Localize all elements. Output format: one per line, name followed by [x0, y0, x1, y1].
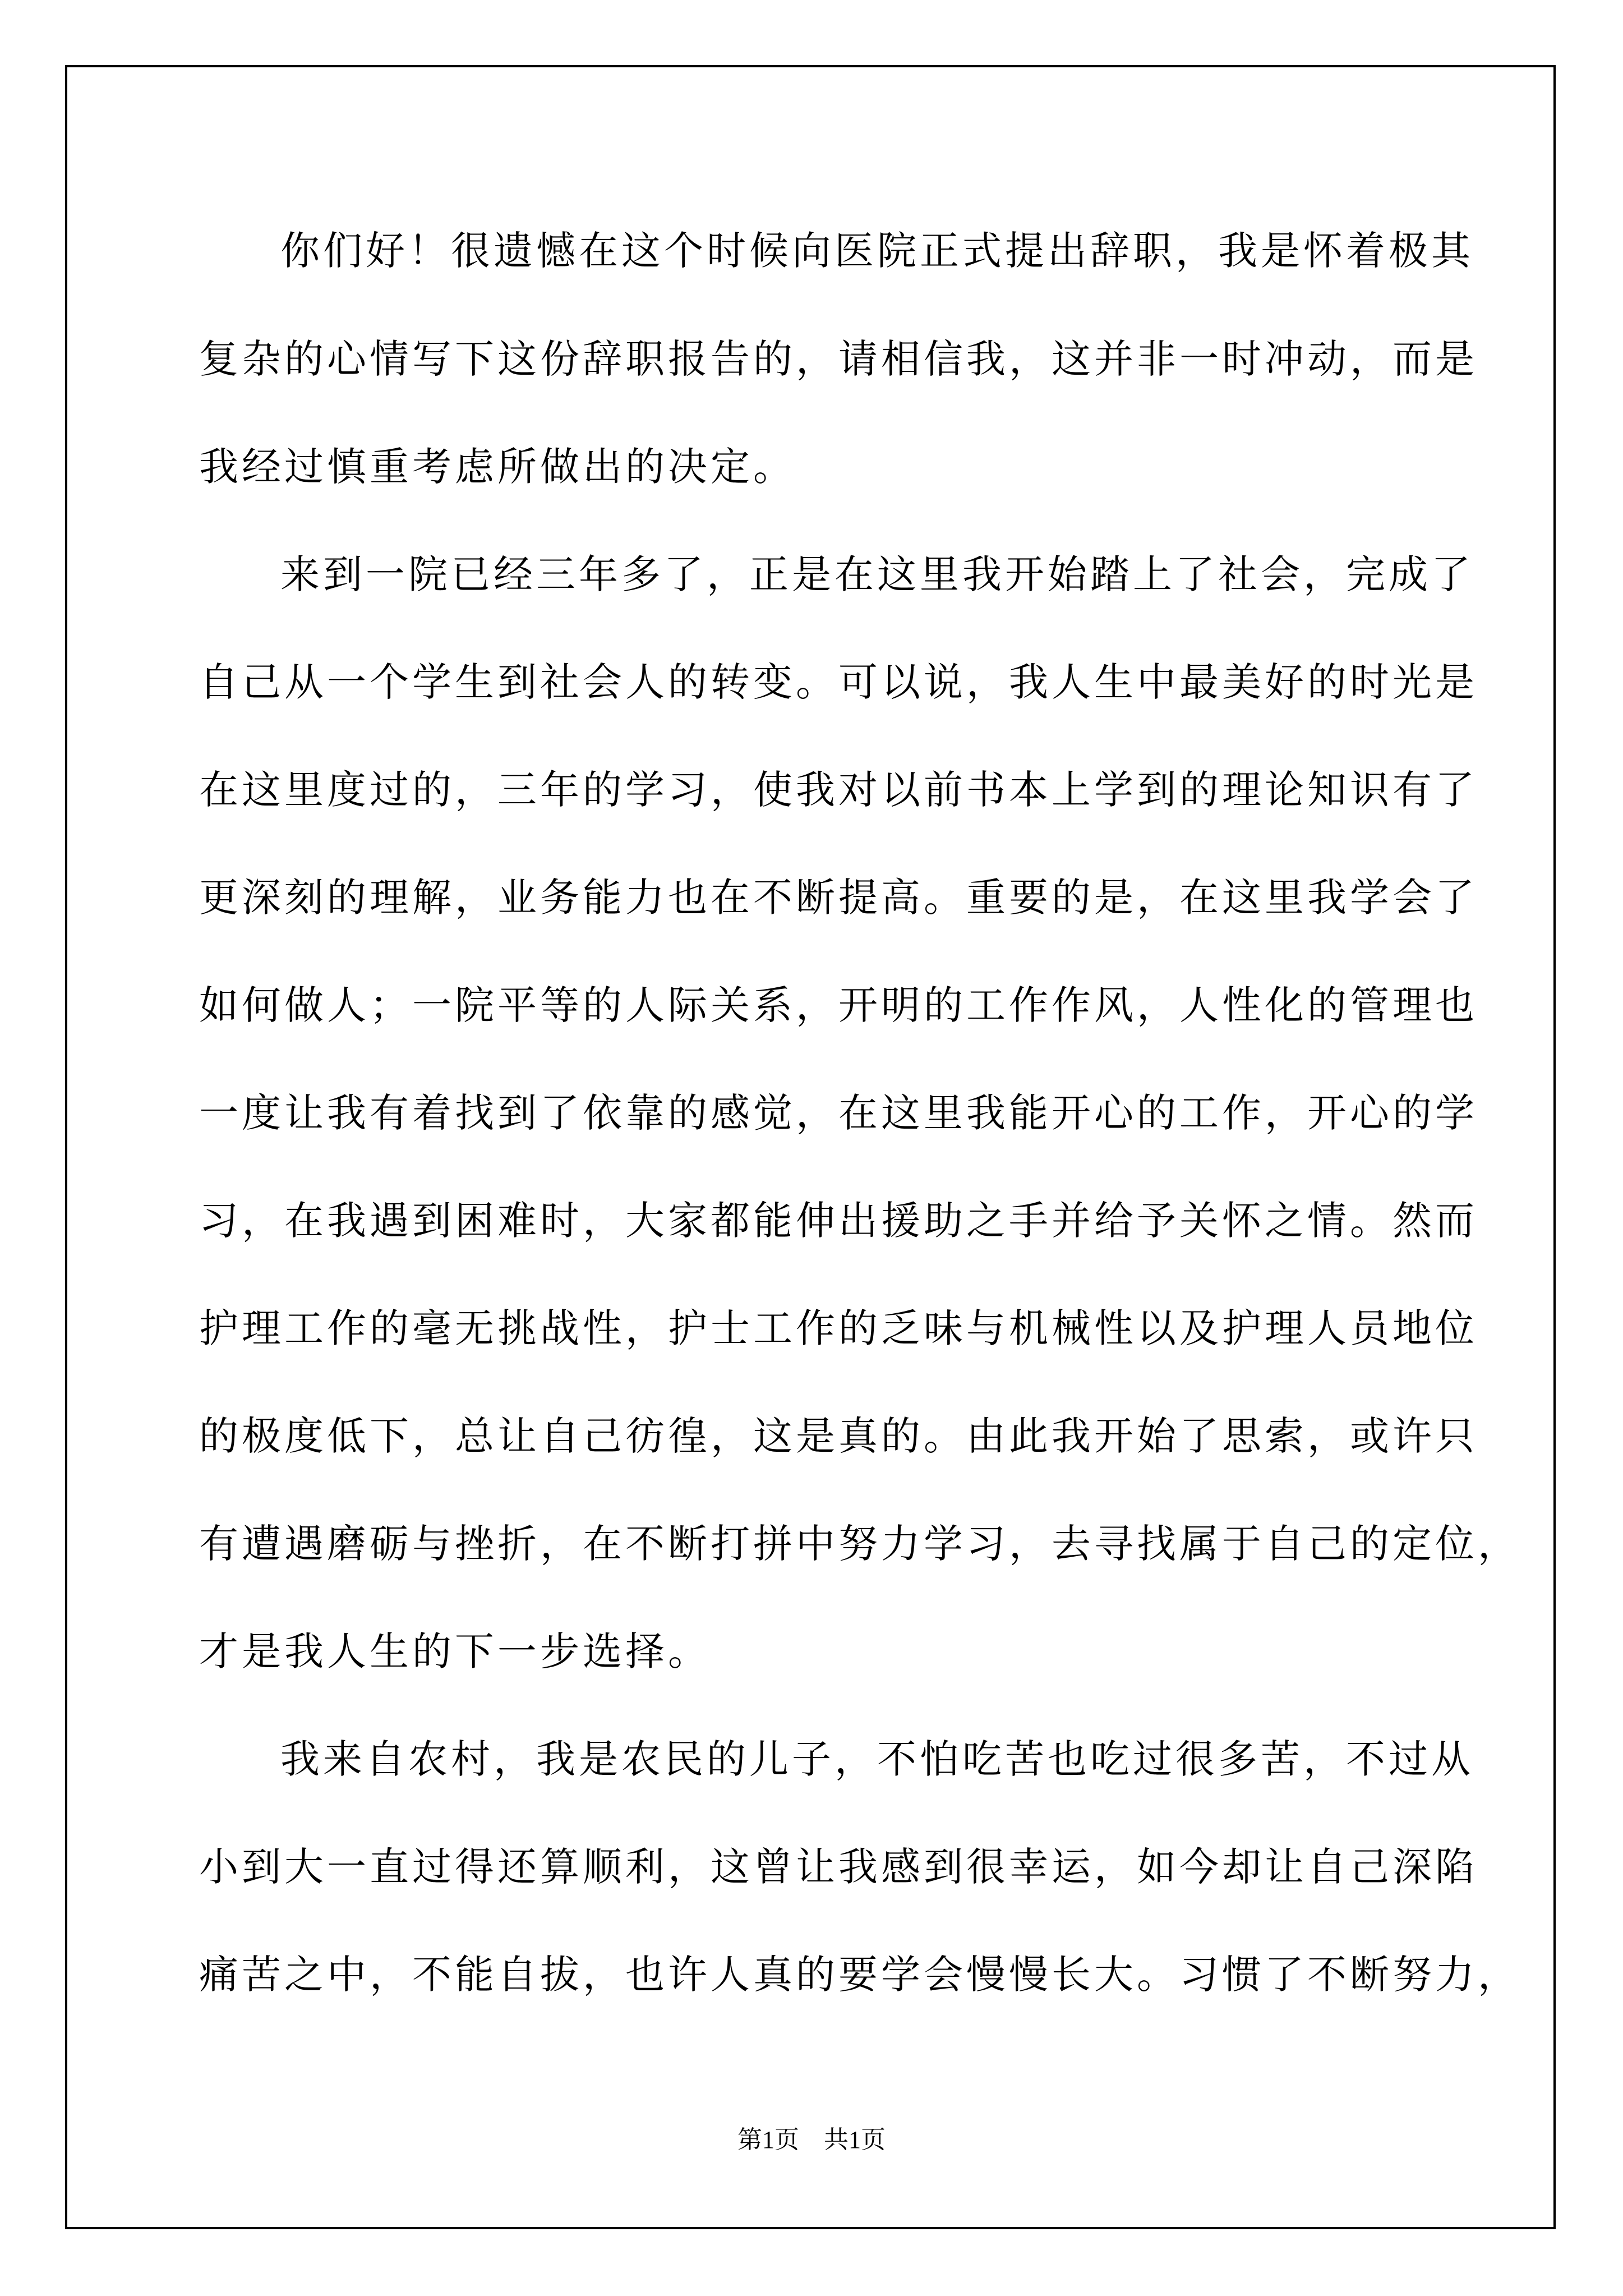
text-line: 来到一院已经三年多了，正是在这里我开始踏上了社会，完成了 [280, 551, 1474, 597]
text-line: 习，在我遇到困难时，大家都能伸出援助之手并给予关怀之情。然而 [199, 1198, 1478, 1244]
page-border [65, 65, 1556, 2229]
text-line: 在这里度过的，三年的学习，使我对以前书本上学到的理论知识有了 [199, 767, 1478, 813]
text-line: 小到大一直过得还算顺利，这曾让我感到很幸运，如今却让自己深陷 [199, 1844, 1478, 1890]
text-line: 一度让我有着找到了依靠的感觉，在这里我能开心的工作，开心的学 [199, 1090, 1478, 1136]
text-line: 痛苦之中，不能自拔，也许人真的要学会慢慢长大。习惯了不断努力， [199, 1952, 1520, 1998]
text-line: 复杂的心情写下这份辞职报告的，请相信我，这并非一时冲动，而是 [199, 336, 1478, 382]
text-line: 我经过慎重考虑所做出的决定。 [199, 444, 796, 490]
text-line: 有遭遇磨砺与挫折，在不断打拼中努力学习，去寻找属于自己的定位， [199, 1521, 1520, 1567]
text-line: 才是我人生的下一步选择。 [199, 1628, 711, 1674]
page-footer: 第1页 共1页 [737, 2126, 886, 2154]
text-line: 的极度低下，总让自己彷徨，这是真的。由此我开始了思索，或许只 [199, 1413, 1478, 1459]
text-line: 如何做人；一院平等的人际关系，开明的工作作风，人性化的管理也 [199, 982, 1478, 1028]
text-line: 护理工作的毫无挑战性，护士工作的乏味与机械性以及护理人员地位 [199, 1305, 1478, 1351]
text-line: 你们好！很遗憾在这个时候向医院正式提出辞职，我是怀着极其 [280, 228, 1474, 274]
text-line: 更深刻的理解，业务能力也在不断提高。重要的是，在这里我学会了 [199, 875, 1478, 921]
text-line: 自己从一个学生到社会人的转变。可以说，我人生中最美好的时光是 [199, 659, 1478, 705]
text-line: 我来自农村，我是农民的儿子，不怕吃苦也吃过很多苦，不过从 [280, 1736, 1474, 1782]
